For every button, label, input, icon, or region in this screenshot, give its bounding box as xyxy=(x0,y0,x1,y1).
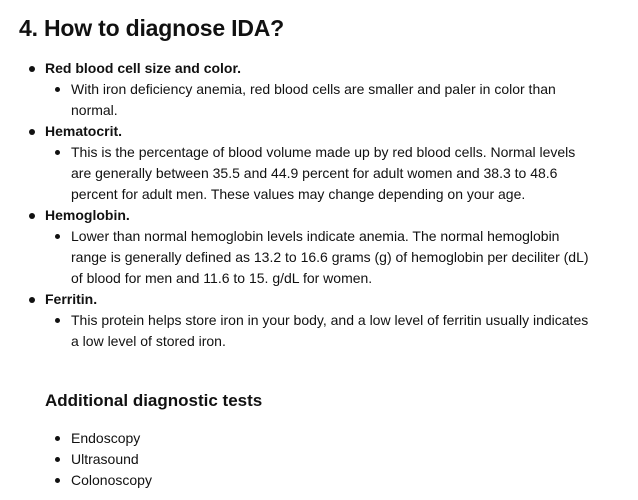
page-title: 4. How to diagnose IDA? xyxy=(19,15,285,41)
item-term: Hemoglobin. xyxy=(45,207,130,223)
sub-list xyxy=(45,310,638,352)
bullet-icon xyxy=(55,318,60,323)
list-item xyxy=(0,289,638,352)
sub-list xyxy=(45,142,638,205)
test-name: Ultrasound xyxy=(71,451,139,467)
item-detail: Lower than normal hemoglobin levels indicate anemia. The normal hemoglobin range is generally defined as 13.2 to 16.6 grams (g) of hemoglobin per deciliter (dL) of blood for men and 11.6 to 15. g/dL for women. xyxy=(71,228,589,286)
bullet-icon xyxy=(55,457,60,462)
list-item xyxy=(0,205,638,289)
bullet-icon xyxy=(55,478,60,483)
list-item xyxy=(45,449,152,470)
item-detail: This is the percentage of blood volume made up by red blood cells. Normal levels are generally between 35.5 and 44.9 percent for adult women and 38.3 to 48.6 percent for adult men. These values may change depending on your age. xyxy=(71,144,576,202)
sub-list-item xyxy=(45,226,599,289)
diagnosis-list xyxy=(0,58,638,352)
item-term: Hematocrit. xyxy=(45,123,123,139)
sub-list xyxy=(45,79,638,121)
bullet-icon xyxy=(55,150,60,155)
sub-list-item xyxy=(45,142,599,205)
sub-list-item xyxy=(45,79,599,121)
sub-list-item xyxy=(45,310,599,352)
bullet-icon xyxy=(55,87,60,92)
item-detail: With iron deficiency anemia, red blood cells are smaller and paler in color than normal. xyxy=(71,81,556,118)
sub-list xyxy=(45,226,638,289)
test-name: Endoscopy xyxy=(71,430,141,446)
test-name: Colonoscopy xyxy=(71,472,152,488)
bullet-icon xyxy=(29,297,35,303)
list-item xyxy=(45,428,152,449)
tests-list xyxy=(45,428,152,491)
item-detail: This protein helps store iron in your body, and a low level of ferritin usually indicates a low level of stored iron. xyxy=(71,312,589,349)
bullet-icon xyxy=(29,213,35,219)
item-term: Red blood cell size and color. xyxy=(45,60,242,76)
section-heading: Additional diagnostic tests xyxy=(45,391,263,410)
list-item xyxy=(0,121,638,205)
list-item xyxy=(0,58,638,121)
bullet-icon xyxy=(29,129,35,135)
item-term: Ferritin. xyxy=(45,291,98,307)
bullet-icon xyxy=(55,436,60,441)
bullet-icon xyxy=(55,234,60,239)
bullet-icon xyxy=(29,66,35,72)
list-item xyxy=(45,470,152,491)
